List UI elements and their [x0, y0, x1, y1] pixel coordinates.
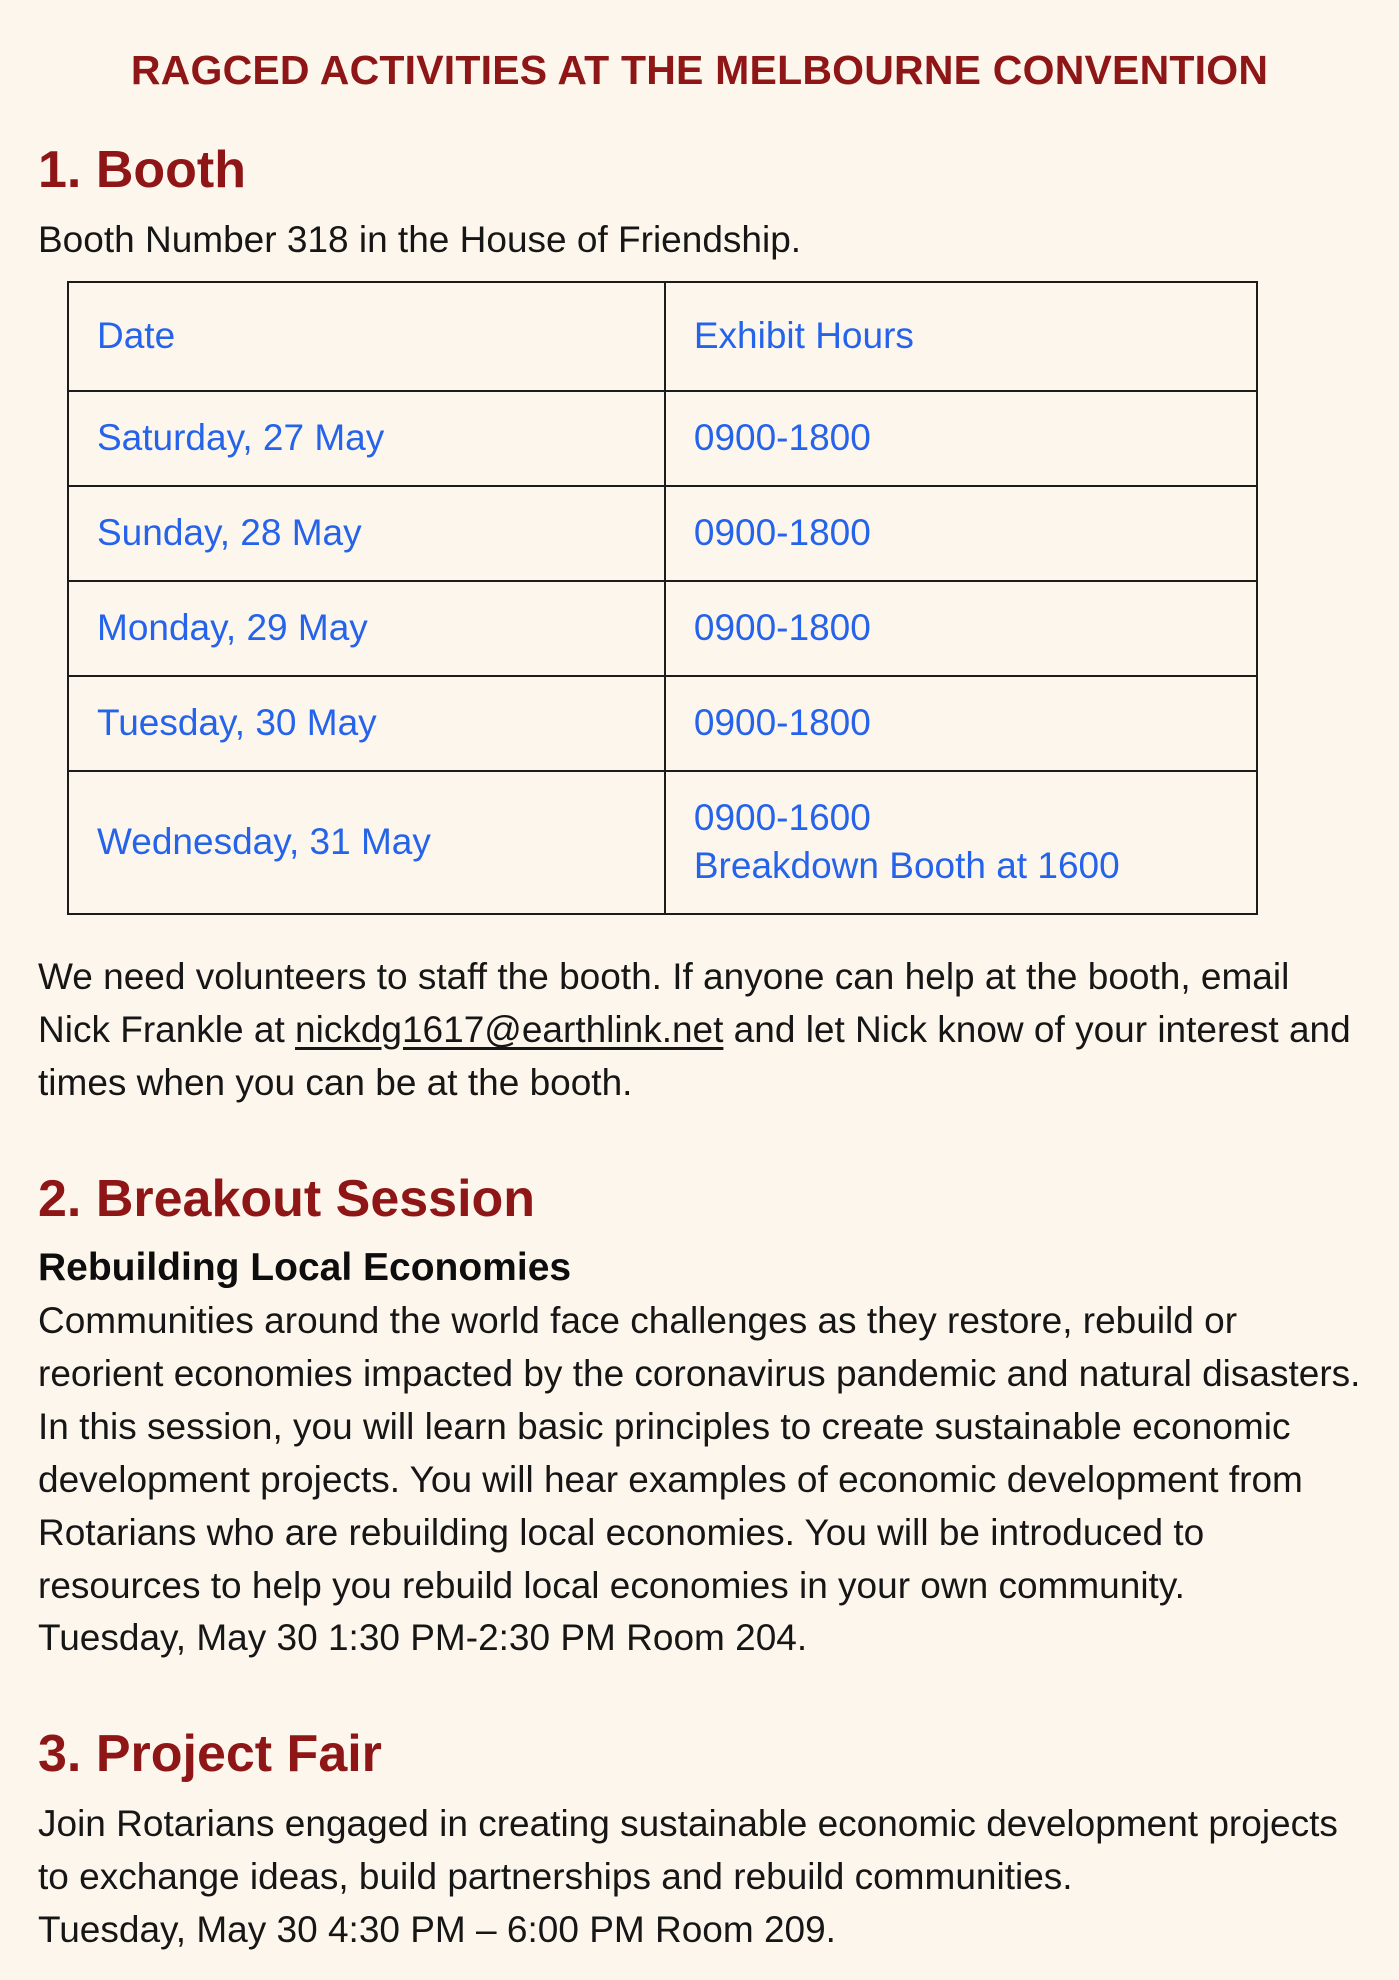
breakout-schedule: Tuesday, May 30 1:30 PM-2:30 PM Room 204. — [38, 1617, 808, 1659]
project-fair-description: Join Rotarians engaged in creating sustainable economic development projects to exchange ideas, build partnerships and rebuild communities. — [38, 1802, 1338, 1897]
hours-cell — [665, 771, 1257, 915]
section-booth — [38, 139, 1361, 1110]
volunteer-text-before: We need volunteers to staff the booth. If anyone can help at the booth, email Nick Frankle at — [38, 956, 1290, 1051]
email-link[interactable]: nickdg1617@earthlink.net — [295, 1009, 724, 1051]
hours-line: 0900-1800 — [693, 606, 871, 648]
hours-cell — [665, 581, 1257, 676]
booth-section-heading: 1. Booth — [38, 141, 246, 200]
date-cell: Tuesday, 30 May — [68, 676, 665, 771]
exhibit-hours-table-body — [68, 391, 1257, 914]
date-cell: Monday, 29 May — [68, 581, 665, 676]
exhibit-hours-column-header: Exhibit Hours — [665, 282, 1257, 391]
table-row — [68, 676, 1257, 771]
project-fair-schedule: Tuesday, May 30 4:30 PM – 6:00 PM Room 209. — [38, 1908, 836, 1950]
hours-line: 0900-1800 — [693, 512, 871, 554]
hours-line: 0900-1800 — [693, 701, 871, 743]
table-row — [68, 391, 1257, 486]
project-fair-section-heading: 3. Project Fair — [38, 1725, 382, 1784]
volunteer-paragraph — [38, 951, 1361, 1110]
section-project-fair — [38, 1723, 1361, 1956]
hours-cell — [665, 391, 1257, 486]
exhibit-hours-table — [67, 281, 1258, 915]
date-column-header: Date — [68, 282, 665, 391]
date-cell: Saturday, 27 May — [68, 391, 665, 486]
breakout-description: Communities around the world face challenges as they restore, rebuild or reorient economies impacted by the coronavirus pandemic and natural disasters. In this session, you will learn basic principles to create sustainable economic development projects. You will hear examples of economic development from Rotarians who are rebuilding local economies. You will be introduced to resources to help you rebuild local economies in your own community. — [38, 1300, 1381, 1606]
date-cell: Wednesday, 31 May — [68, 771, 665, 915]
table-row — [68, 581, 1257, 676]
hours-line: Breakdown Booth at 1600 — [693, 845, 1120, 887]
hours-line: 0900-1600 — [693, 796, 871, 838]
table-header-row — [68, 282, 1257, 391]
booth-intro-text: Booth Number 318 in the House of Friendship. — [38, 218, 802, 260]
page-title: RAGCED ACTIVITIES AT THE MELBOURNE CONVENTION — [130, 47, 1269, 93]
date-cell: Sunday, 28 May — [68, 486, 665, 581]
breakout-section-heading: 2. Breakout Session — [38, 1170, 536, 1228]
volunteer-text-after: and let Nick know of your interest and times when you can be at the booth. — [38, 1009, 1351, 1104]
hours-line: 0900-1800 — [693, 417, 871, 459]
hours-cell — [665, 676, 1257, 771]
hours-cell — [665, 486, 1257, 581]
table-row — [68, 486, 1257, 581]
breakout-session-title: Rebuilding Local Economies — [38, 1246, 572, 1290]
section-breakout — [38, 1168, 1381, 1665]
table-row — [68, 771, 1257, 915]
